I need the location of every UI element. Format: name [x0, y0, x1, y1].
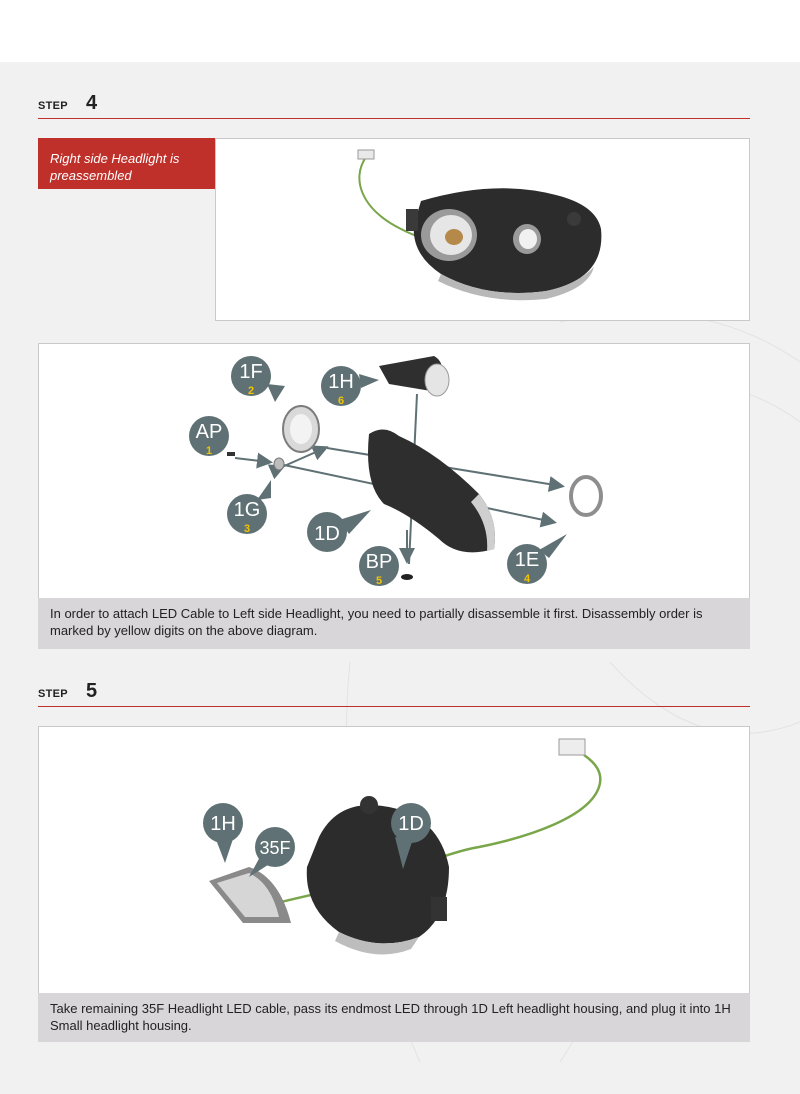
svg-text:6: 6 — [337, 395, 345, 407]
svg-text:1D: 1D — [398, 813, 424, 835]
page-top-band — [0, 0, 800, 62]
callout-1e — [507, 534, 567, 585]
svg-text:3: 3 — [243, 523, 251, 535]
svg-text:1H: 1H — [210, 813, 236, 835]
callout-1f — [231, 356, 285, 402]
step-number: 4 — [86, 92, 98, 114]
preassembled-note: Right side Headlight is preassembled — [38, 138, 215, 189]
cable-routing-illustration — [39, 727, 748, 993]
cable-routing-panel — [38, 726, 750, 993]
svg-text:1F: 1F — [239, 361, 263, 383]
svg-text:4: 4 — [523, 573, 531, 585]
step-word: step — [38, 96, 68, 113]
right-headlight-image-panel — [215, 138, 750, 321]
step-4-heading — [38, 94, 750, 119]
svg-text:35F: 35F — [259, 838, 291, 858]
right-headlight-illustration — [216, 139, 748, 319]
step-4-caption: In order to attach LED Cable to Left side Headlight, you need to partially disassemble it first. Disassembly order is marked by yellow digits on the above diagram. — [38, 598, 750, 649]
exploded-headlight-diagram — [39, 344, 748, 598]
svg-text:1E: 1E — [514, 549, 540, 571]
svg-text:BP: BP — [365, 551, 393, 573]
disassembly-diagram-panel — [38, 343, 750, 598]
callout-ap — [189, 416, 229, 457]
callout-35f — [249, 827, 295, 877]
step-5-heading — [38, 682, 750, 707]
callout-bp — [359, 546, 399, 587]
svg-text:1D: 1D — [314, 523, 340, 545]
callout-1g — [227, 480, 271, 535]
svg-text:5: 5 — [375, 575, 383, 587]
callout-1d — [307, 510, 371, 552]
callout-1h — [203, 803, 243, 863]
callout-1h — [321, 366, 379, 407]
svg-text:AP: AP — [195, 421, 223, 443]
svg-text:1: 1 — [205, 445, 213, 457]
svg-text:2: 2 — [247, 385, 255, 397]
step-5-caption: Take remaining 35F Headlight LED cable, pass its endmost LED through 1D Left headlight housing, and plug it into 1H Small headlight housing. — [38, 993, 750, 1042]
svg-text:1G: 1G — [233, 499, 261, 521]
step-word: step — [38, 684, 68, 701]
svg-text:1H: 1H — [328, 371, 354, 393]
step-number: 5 — [86, 680, 98, 702]
